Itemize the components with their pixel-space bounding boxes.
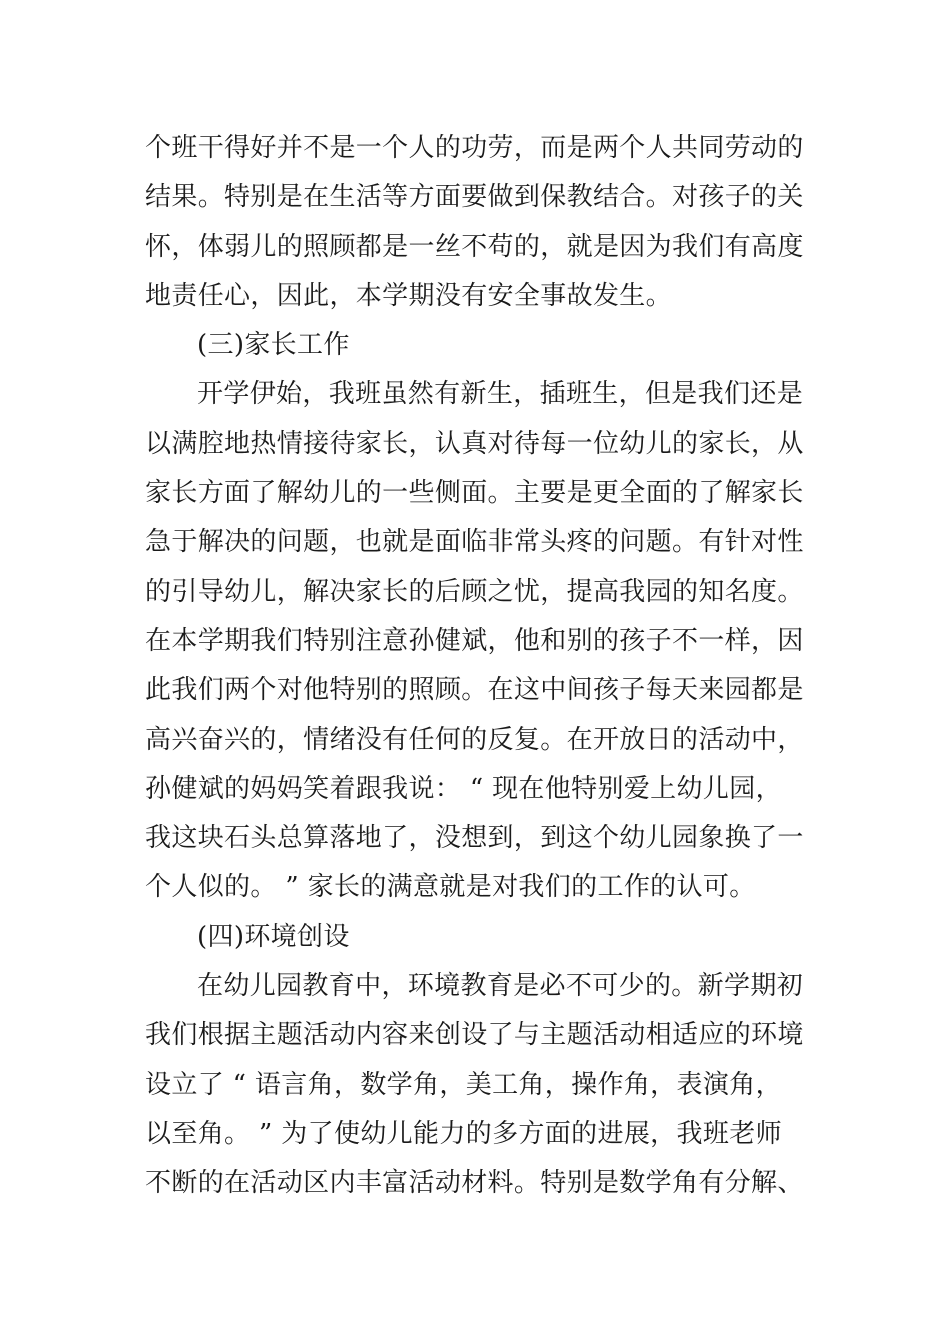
section-heading-parents: (三)家长工作 bbox=[197, 330, 350, 361]
text-line: 家长方面了解幼儿的一些侧面。主要是更全面的了解家长 bbox=[145, 478, 804, 509]
text-line: 此我们两个对他特别的照顾。在这中间孩子每天来园都是 bbox=[145, 675, 804, 706]
document-page bbox=[145, 124, 810, 1209]
paragraph-first-line: 开学伊始，我班虽然有新生，插班生，但是我们还是 bbox=[197, 379, 804, 410]
text-line: 我们根据主题活动内容来创设了与主题活动相适应的环境 bbox=[145, 1020, 804, 1051]
text-line: 不断的在活动区内丰富活动材料。特别是数学角有分解、 bbox=[145, 1168, 804, 1199]
text-line: 孙健斌的妈妈笑着跟我说： “ 现在他特别爱上幼儿园， bbox=[145, 773, 782, 804]
paragraph-first-line: 在幼儿园教育中，环境教育是必不可少的。新学期初 bbox=[197, 971, 804, 1002]
text-line: 我这块石头总算落地了，没想到，到这个幼儿园象换了一 bbox=[145, 823, 804, 854]
text-line: 怀，体弱儿的照顾都是一丝不苟的，就是因为我们有高度 bbox=[145, 231, 804, 262]
section-heading-environment: (四)环境创设 bbox=[197, 921, 350, 952]
text-line: 以至角。 ” 为了使幼儿能力的多方面的进展，我班老师 bbox=[145, 1118, 782, 1149]
text-line: 急于解决的问题，也就是面临非常头疼的问题。有针对性 bbox=[145, 527, 804, 558]
text-line: 以满腔地热情接待家长，认真对待每一位幼儿的家长，从 bbox=[145, 428, 804, 459]
text-line: 设立了 “ 语言角，数学角，美工角，操作角，表演角， bbox=[145, 1069, 782, 1100]
text-line: 的引导幼儿，解决家长的后顾之忧，提高我园的知名度。 bbox=[145, 576, 804, 607]
text-line: 结果。特别是在生活等方面要做到保教结合。对孩子的关 bbox=[145, 182, 804, 213]
text-line: 个人似的。 ” 家长的满意就是对我们的工作的认可。 bbox=[145, 872, 756, 903]
text-line: 高兴奋兴的，情绪没有任何的反复。在开放日的活动中， bbox=[145, 724, 804, 755]
text-line: 个班干得好并不是一个人的功劳，而是两个人共同劳动的 bbox=[145, 133, 804, 163]
text-line: 地责任心，因此，本学期没有安全事故发生。 bbox=[145, 280, 673, 311]
text-line: 在本学期我们特别注意孙健斌，他和别的孩子不一样，因 bbox=[145, 625, 804, 656]
